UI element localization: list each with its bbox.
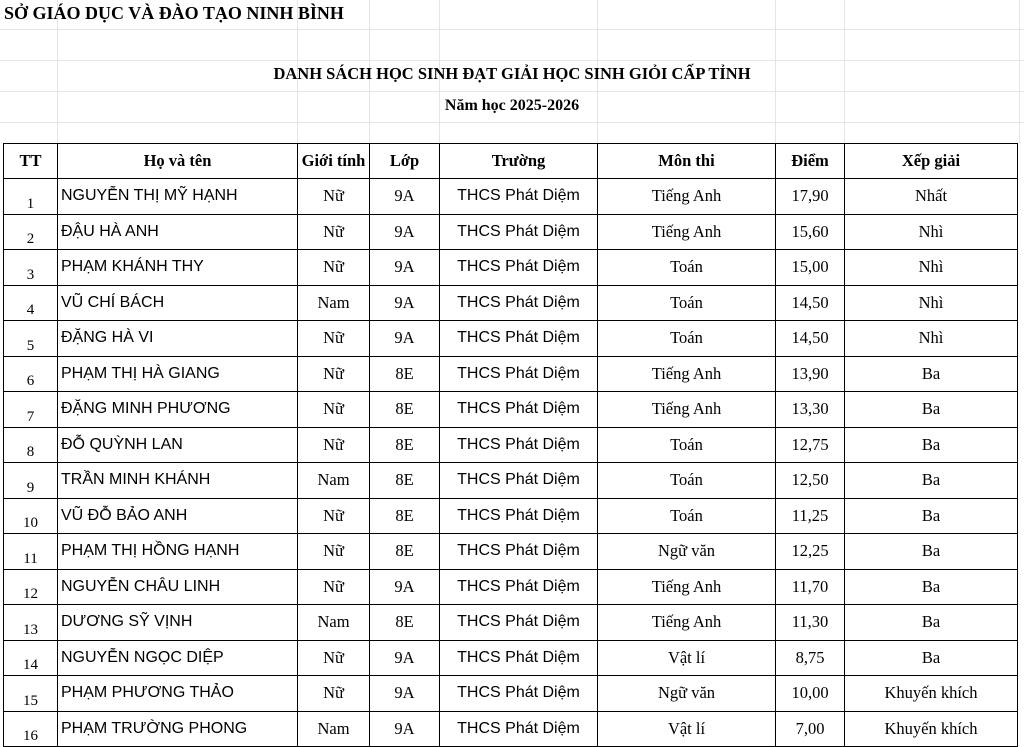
- name-cell: NGUYỄN NGỌC DIỆP: [58, 640, 298, 676]
- school-cell: THCS Phát Diệm: [440, 640, 598, 676]
- gender-cell: Nữ: [298, 676, 370, 712]
- table-row: [4, 285, 1018, 321]
- name-cell: PHẠM THỊ HỒNG HẠNH: [58, 534, 298, 570]
- award-cell: Khuyến khích: [845, 711, 1018, 747]
- score-cell: 10,00: [776, 676, 845, 712]
- gender-cell: Nữ: [298, 356, 370, 392]
- name-cell: ĐẶNG MINH PHƯƠNG: [58, 392, 298, 428]
- award-cell: Nhì: [845, 214, 1018, 250]
- name-cell: NGUYỄN THỊ MỸ HẠNH: [58, 179, 298, 215]
- class-cell: 9A: [370, 285, 440, 321]
- class-cell: 8E: [370, 356, 440, 392]
- gender-cell: Nữ: [298, 498, 370, 534]
- school-header: Trường: [440, 144, 598, 179]
- gridline: [0, 91, 1024, 92]
- tt-cell: 14: [4, 640, 58, 676]
- class-cell: 9A: [370, 214, 440, 250]
- score-cell: 17,90: [776, 179, 845, 215]
- name-header: Họ và tên: [58, 144, 298, 179]
- award-header: Xếp giải: [845, 144, 1018, 179]
- class-cell: 9A: [370, 321, 440, 357]
- award-cell: Nhì: [845, 250, 1018, 286]
- class-cell: 8E: [370, 392, 440, 428]
- award-cell: Ba: [845, 534, 1018, 570]
- name-cell: PHẠM KHÁNH THY: [58, 250, 298, 286]
- subject-cell: Ngữ văn: [598, 534, 776, 570]
- name-cell: ĐỖ QUỲNH LAN: [58, 427, 298, 463]
- school-cell: THCS Phát Diệm: [440, 392, 598, 428]
- award-cell: Nhì: [845, 285, 1018, 321]
- score-cell: 12,25: [776, 534, 845, 570]
- table-row: [4, 250, 1018, 286]
- subject-cell: Toán: [598, 250, 776, 286]
- tt-cell: 12: [4, 569, 58, 605]
- tt-cell: 13: [4, 605, 58, 641]
- school-cell: THCS Phát Diệm: [440, 711, 598, 747]
- table-row: [4, 463, 1018, 499]
- name-cell: DƯƠNG SỸ VỊNH: [58, 605, 298, 641]
- tt-cell: 6: [4, 356, 58, 392]
- gender-cell: Nam: [298, 463, 370, 499]
- class-cell: 9A: [370, 711, 440, 747]
- table-row: [4, 498, 1018, 534]
- tt-cell: 5: [4, 321, 58, 357]
- score-cell: 11,30: [776, 605, 845, 641]
- subject-header: Môn thi: [598, 144, 776, 179]
- subject-cell: Toán: [598, 321, 776, 357]
- gender-cell: Nữ: [298, 569, 370, 605]
- tt-cell: 7: [4, 392, 58, 428]
- score-cell: 11,70: [776, 569, 845, 605]
- subject-cell: Tiếng Anh: [598, 569, 776, 605]
- tt-cell: 8: [4, 427, 58, 463]
- subject-cell: Tiếng Anh: [598, 605, 776, 641]
- school-cell: THCS Phát Diệm: [440, 285, 598, 321]
- award-cell: Ba: [845, 463, 1018, 499]
- gender-cell: Nam: [298, 285, 370, 321]
- gridline: [0, 29, 1024, 30]
- name-cell: VŨ CHÍ BÁCH: [58, 285, 298, 321]
- tt-cell: 3: [4, 250, 58, 286]
- name-cell: ĐẬU HÀ ANH: [58, 214, 298, 250]
- tt-header: TT: [4, 144, 58, 179]
- table-row: [4, 534, 1018, 570]
- subject-cell: Toán: [598, 285, 776, 321]
- subject-cell: Tiếng Anh: [598, 356, 776, 392]
- class-cell: 8E: [370, 427, 440, 463]
- school-cell: THCS Phát Diệm: [440, 463, 598, 499]
- score-cell: 15,60: [776, 214, 845, 250]
- table-row: [4, 321, 1018, 357]
- gender-cell: Nam: [298, 605, 370, 641]
- subject-cell: Vật lí: [598, 640, 776, 676]
- name-cell: PHẠM TRƯỜNG PHONG: [58, 711, 298, 747]
- class-cell: 8E: [370, 534, 440, 570]
- gender-cell: Nữ: [298, 640, 370, 676]
- school-year: Năm học 2025-2026: [444, 97, 580, 114]
- score-cell: 13,90: [776, 356, 845, 392]
- table-body: [4, 179, 1018, 747]
- school-cell: THCS Phát Diệm: [440, 569, 598, 605]
- class-cell: 9A: [370, 569, 440, 605]
- gender-cell: Nữ: [298, 179, 370, 215]
- tt-cell: 15: [4, 676, 58, 712]
- gender-header: Giới tính: [298, 144, 370, 179]
- name-cell: VŨ ĐỖ BẢO ANH: [58, 498, 298, 534]
- score-cell: 7,00: [776, 711, 845, 747]
- gender-cell: Nữ: [298, 214, 370, 250]
- award-cell: Khuyến khích: [845, 676, 1018, 712]
- award-cell: Ba: [845, 392, 1018, 428]
- gender-cell: Nữ: [298, 250, 370, 286]
- tt-cell: 2: [4, 214, 58, 250]
- gridline: [0, 122, 1024, 123]
- gender-cell: Nữ: [298, 392, 370, 428]
- class-cell: 8E: [370, 498, 440, 534]
- name-cell: TRẦN MINH KHÁNH: [58, 463, 298, 499]
- tt-cell: 16: [4, 711, 58, 747]
- award-cell: Nhất: [845, 179, 1018, 215]
- class-cell: 9A: [370, 250, 440, 286]
- subject-cell: Tiếng Anh: [598, 214, 776, 250]
- school-cell: THCS Phát Diệm: [440, 214, 598, 250]
- header-row: [4, 144, 1018, 179]
- table-row: [4, 356, 1018, 392]
- award-cell: Ba: [845, 356, 1018, 392]
- table-row: [4, 676, 1018, 712]
- tt-cell: 11: [4, 534, 58, 570]
- award-cell: Ba: [845, 569, 1018, 605]
- gender-cell: Nữ: [298, 321, 370, 357]
- school-cell: THCS Phát Diệm: [440, 356, 598, 392]
- gridline: [0, 60, 1024, 61]
- score-cell: 8,75: [776, 640, 845, 676]
- award-cell: Ba: [845, 498, 1018, 534]
- table-row: [4, 640, 1018, 676]
- award-cell: Ba: [845, 427, 1018, 463]
- subject-cell: Tiếng Anh: [598, 392, 776, 428]
- school-cell: THCS Phát Diệm: [440, 427, 598, 463]
- gender-cell: Nam: [298, 711, 370, 747]
- school-cell: THCS Phát Diệm: [440, 498, 598, 534]
- score-header: Điểm: [776, 144, 845, 179]
- award-cell: Ba: [845, 640, 1018, 676]
- table-row: [4, 392, 1018, 428]
- score-cell: 15,00: [776, 250, 845, 286]
- table-row: [4, 569, 1018, 605]
- class-cell: 9A: [370, 179, 440, 215]
- document-title: DANH SÁCH HỌC SINH ĐẠT GIẢI HỌC SINH GIỎI CẤP TỈNH: [273, 64, 751, 83]
- class-header: Lớp: [370, 144, 440, 179]
- table-row: [4, 605, 1018, 641]
- table-row: [4, 711, 1018, 747]
- school-cell: THCS Phát Diệm: [440, 676, 598, 712]
- table-row: [4, 179, 1018, 215]
- subject-cell: Tiếng Anh: [598, 179, 776, 215]
- subject-cell: Vật lí: [598, 711, 776, 747]
- results-table: [3, 143, 1018, 747]
- subject-cell: Toán: [598, 463, 776, 499]
- award-cell: Ba: [845, 605, 1018, 641]
- score-cell: 14,50: [776, 321, 845, 357]
- gender-cell: Nữ: [298, 534, 370, 570]
- class-cell: 9A: [370, 676, 440, 712]
- class-cell: 9A: [370, 640, 440, 676]
- name-cell: NGUYỄN CHÂU LINH: [58, 569, 298, 605]
- tt-cell: 4: [4, 285, 58, 321]
- tt-cell: 10: [4, 498, 58, 534]
- tt-cell: 1: [4, 179, 58, 215]
- table-row: [4, 427, 1018, 463]
- subject-cell: Ngữ văn: [598, 676, 776, 712]
- school-cell: THCS Phát Diệm: [440, 179, 598, 215]
- tt-cell: 9: [4, 463, 58, 499]
- class-cell: 8E: [370, 463, 440, 499]
- subject-cell: Toán: [598, 427, 776, 463]
- award-cell: Nhì: [845, 321, 1018, 357]
- class-cell: 8E: [370, 605, 440, 641]
- department-name: SỞ GIÁO DỤC VÀ ĐÀO TẠO NINH BÌNH: [4, 3, 344, 23]
- school-cell: THCS Phát Diệm: [440, 321, 598, 357]
- score-cell: 11,25: [776, 498, 845, 534]
- school-cell: THCS Phát Diệm: [440, 250, 598, 286]
- gender-cell: Nữ: [298, 427, 370, 463]
- table-row: [4, 214, 1018, 250]
- name-cell: ĐẶNG HÀ VI: [58, 321, 298, 357]
- subject-cell: Toán: [598, 498, 776, 534]
- score-cell: 12,50: [776, 463, 845, 499]
- score-cell: 13,30: [776, 392, 845, 428]
- school-cell: THCS Phát Diệm: [440, 605, 598, 641]
- school-cell: THCS Phát Diệm: [440, 534, 598, 570]
- name-cell: PHẠM THỊ HÀ GIANG: [58, 356, 298, 392]
- score-cell: 14,50: [776, 285, 845, 321]
- score-cell: 12,75: [776, 427, 845, 463]
- name-cell: PHẠM PHƯƠNG THẢO: [58, 676, 298, 712]
